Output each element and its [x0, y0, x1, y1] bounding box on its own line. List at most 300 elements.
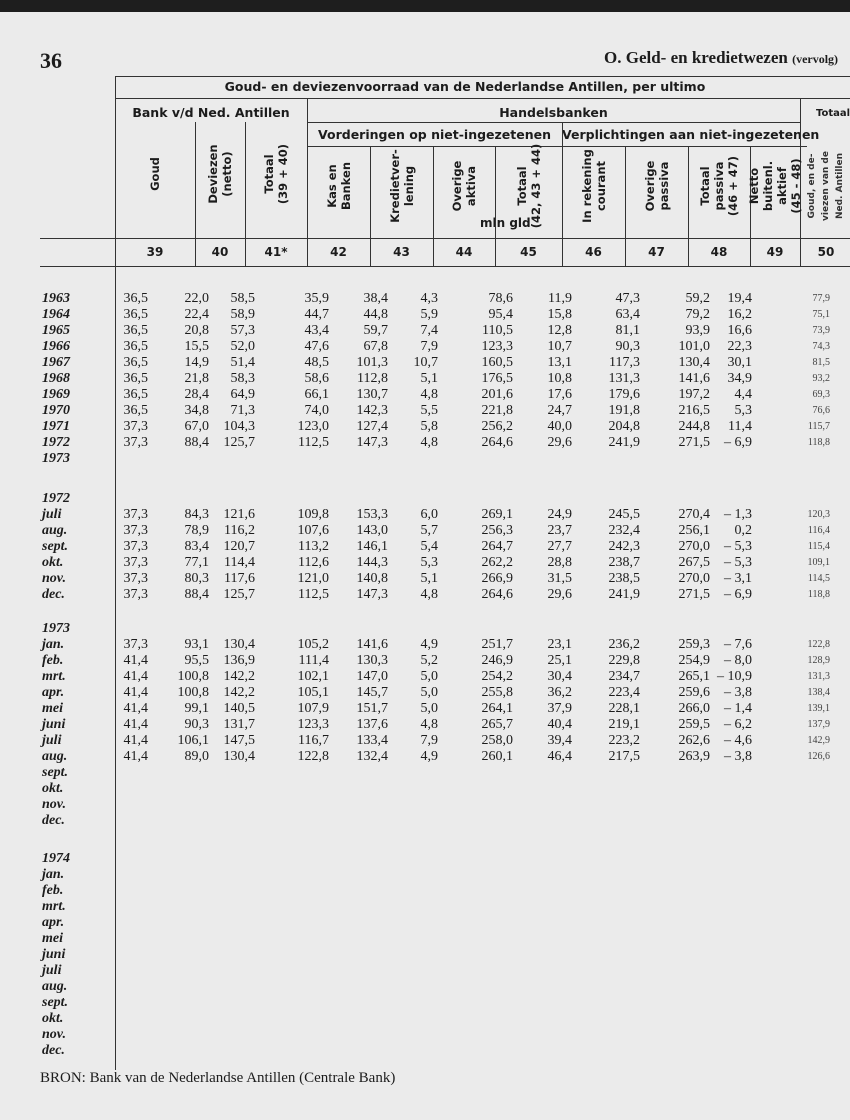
- cell-46: 11,9: [548, 291, 572, 306]
- cell-42: 105,1: [297, 685, 329, 700]
- cell-45: 258,0: [481, 733, 513, 748]
- row-label: 1964: [42, 307, 70, 322]
- column-header-47: [643, 140, 671, 232]
- cell-49: – 3,8: [724, 749, 752, 764]
- cell-40: 20,8: [184, 323, 209, 338]
- colnum-top-rule: [40, 238, 850, 239]
- cell-42: 113,2: [298, 539, 329, 554]
- cell-47: 217,5: [608, 749, 640, 764]
- table-row: [40, 979, 850, 995]
- table-row: [40, 749, 850, 765]
- cell-39: 37,3: [123, 523, 148, 538]
- table-row: [40, 323, 850, 339]
- cell-40: 89,0: [184, 749, 209, 764]
- table-row: [40, 507, 850, 523]
- cell-45: 254,2: [481, 669, 513, 684]
- cell-50: 118,8: [807, 589, 830, 600]
- cell-49: 16,6: [727, 323, 752, 338]
- cell-46: 40,4: [547, 717, 572, 732]
- cell-46: 37,9: [547, 701, 572, 716]
- cell-42: 112,6: [298, 555, 329, 570]
- table-row: [40, 669, 850, 685]
- cell-47: 179,6: [608, 387, 640, 402]
- column-header-46: [580, 140, 608, 232]
- cell-49: 16,2: [727, 307, 752, 322]
- cell-40: 15,5: [184, 339, 209, 354]
- cell-43: 147,0: [356, 669, 388, 684]
- group-handel-header: Handelsbanken: [499, 105, 608, 120]
- row-label: aug.: [42, 749, 68, 764]
- column-number: 39: [146, 245, 164, 259]
- cell-40: 77,1: [184, 555, 209, 570]
- cell-50: 142,9: [807, 735, 830, 746]
- cell-42: 121,0: [297, 571, 329, 586]
- table-row: [40, 685, 850, 701]
- cell-47: 117,3: [609, 355, 640, 370]
- cell-45: 264,6: [481, 587, 513, 602]
- cell-48: 266,0: [678, 701, 710, 716]
- cell-40: 34,8: [184, 403, 209, 418]
- cell-48: 259,6: [678, 685, 710, 700]
- cell-43: 112,8: [357, 371, 388, 386]
- cell-39: 41,4: [123, 653, 148, 668]
- cell-40: 67,0: [184, 419, 209, 434]
- cell-43: 146,1: [356, 539, 388, 554]
- cell-42: 111,4: [298, 653, 329, 668]
- cell-46: 36,2: [547, 685, 572, 700]
- cell-46: 29,6: [547, 587, 572, 602]
- cell-47: 90,3: [615, 339, 640, 354]
- cell-49: – 7,6: [724, 637, 752, 652]
- cell-47: 238,5: [608, 571, 640, 586]
- cell-48: 93,9: [685, 323, 710, 338]
- cell-43: 127,4: [356, 419, 388, 434]
- cell-44: 5,1: [420, 571, 438, 586]
- cell-43: 141,6: [356, 637, 388, 652]
- table-row: [40, 419, 850, 435]
- cell-49: 0,2: [734, 523, 752, 538]
- column-number: 42: [330, 245, 347, 259]
- cell-40: 88,4: [184, 435, 209, 450]
- cell-48: 270,0: [678, 571, 710, 586]
- page-number: 36: [40, 48, 62, 73]
- cell-41: 57,3: [230, 323, 255, 338]
- column-header-line: Totaal: [262, 154, 276, 194]
- column-header-line: In rekening: [579, 149, 594, 223]
- column-header-43: [388, 140, 416, 232]
- cell-42: 48,5: [304, 355, 329, 370]
- cell-41: 64,9: [230, 387, 255, 402]
- cell-42: 107,6: [297, 523, 329, 538]
- section-year-label: 1972: [42, 491, 70, 506]
- cell-46: 30,4: [547, 669, 572, 684]
- cell-40: 99,1: [184, 701, 209, 716]
- column-header-line: Goud, en de-: [807, 153, 817, 219]
- cell-41: 125,7: [223, 435, 255, 450]
- row-label: juni: [42, 717, 66, 732]
- column-number: 43: [393, 245, 410, 259]
- column-number: 50: [817, 245, 835, 259]
- cell-50: 120,3: [807, 509, 830, 520]
- cell-39: 37,3: [123, 587, 148, 602]
- cell-44: 5,3: [420, 555, 438, 570]
- cell-50: 75,1: [812, 309, 830, 320]
- cell-43: 59,7: [363, 323, 388, 338]
- cell-48: 254,9: [678, 653, 710, 668]
- cell-50: 114,5: [807, 573, 830, 584]
- cell-45: 264,1: [481, 701, 513, 716]
- cell-43: 142,3: [356, 403, 388, 418]
- column-number: 40: [211, 245, 229, 259]
- cell-43: 133,4: [356, 733, 388, 748]
- cell-39: 37,3: [123, 435, 148, 450]
- row-label: mrt.: [42, 669, 66, 684]
- cell-43: 143,0: [356, 523, 388, 538]
- cell-49: 5,3: [734, 403, 752, 418]
- column-header-line: courant: [593, 160, 608, 212]
- table-row: [40, 931, 850, 947]
- cell-40: 21,8: [184, 371, 209, 386]
- cell-45: 221,8: [481, 403, 513, 418]
- cell-46: 13,1: [547, 355, 572, 370]
- cell-49: – 1,4: [724, 701, 752, 716]
- cell-49: 22,3: [727, 339, 752, 354]
- column-header-line: aktief: [775, 167, 789, 205]
- cell-50: 131,3: [807, 671, 830, 682]
- column-header-line: (46 + 47): [726, 155, 740, 217]
- cell-48: 130,4: [678, 355, 710, 370]
- column-header-line: buitenl.: [761, 160, 775, 212]
- unit-label: mln gld: [480, 216, 531, 230]
- cell-39: 36,5: [123, 403, 148, 418]
- cell-39: 41,4: [123, 701, 148, 716]
- row-label: aug.: [42, 523, 68, 538]
- cell-41: 58,9: [230, 307, 255, 322]
- row-label: 1967: [42, 355, 70, 370]
- cell-42: 123,0: [297, 419, 329, 434]
- cell-45: 255,8: [481, 685, 513, 700]
- colnum-bottom-rule: [40, 266, 850, 267]
- cell-45: 176,5: [481, 371, 513, 386]
- cell-40: 93,1: [184, 637, 209, 652]
- cell-47: 234,7: [608, 669, 640, 684]
- cell-44: 4,8: [420, 587, 438, 602]
- cell-41: 104,3: [223, 419, 255, 434]
- cell-44: 7,4: [420, 323, 438, 338]
- cell-39: 36,5: [123, 307, 148, 322]
- row-label: 1969: [42, 387, 70, 402]
- table-row: [40, 403, 850, 419]
- cell-43: 130,7: [356, 387, 388, 402]
- column-header-line: passiva: [656, 161, 671, 211]
- group-rule: [307, 122, 800, 123]
- table-row: [40, 435, 850, 451]
- cell-45: 110,5: [482, 323, 513, 338]
- row-label: dec.: [42, 1043, 65, 1058]
- cell-42: 112,5: [298, 435, 329, 450]
- cell-48: 259,3: [678, 637, 710, 652]
- cell-48: 263,9: [678, 749, 710, 764]
- cell-47: 236,2: [608, 637, 640, 652]
- row-label: nov.: [42, 797, 66, 812]
- row-label: sept.: [42, 539, 69, 554]
- cell-46: 25,1: [547, 653, 572, 668]
- cell-50: 74,3: [812, 341, 830, 352]
- cell-49: – 4,6: [724, 733, 752, 748]
- cell-40: 22,4: [184, 307, 209, 322]
- chapter-title: [604, 48, 850, 68]
- column-header-line: Totaal: [698, 166, 712, 206]
- section-year-label: 1973: [42, 621, 70, 636]
- cell-45: 264,7: [481, 539, 513, 554]
- cell-44: 4,3: [420, 291, 438, 306]
- cell-45: 262,2: [481, 555, 513, 570]
- cell-46: 28,8: [547, 555, 572, 570]
- column-header-line: (netto): [220, 151, 234, 197]
- cell-44: 5,1: [420, 371, 438, 386]
- cell-49: – 3,8: [724, 685, 752, 700]
- table-row: [40, 765, 850, 781]
- cell-39: 41,4: [123, 717, 148, 732]
- column-header-line: (42, 43 + 44): [528, 143, 543, 229]
- column-number: 44: [455, 245, 473, 259]
- cell-46: 10,8: [547, 371, 572, 386]
- cell-40: 88,4: [184, 587, 209, 602]
- cell-41: 140,5: [223, 701, 255, 716]
- cell-44: 4,8: [420, 435, 438, 450]
- column-number: 47: [648, 245, 665, 259]
- cell-50: 77,9: [812, 293, 830, 304]
- row-label: nov.: [42, 571, 66, 586]
- cell-47: 47,3: [615, 291, 640, 306]
- cell-49: 11,4: [728, 419, 752, 434]
- table-row: [40, 781, 850, 797]
- cell-40: 83,4: [184, 539, 209, 554]
- cell-47: 131,3: [608, 371, 640, 386]
- cell-46: 29,6: [547, 435, 572, 450]
- table-row: [40, 571, 850, 587]
- column-header-line: passiva: [712, 161, 726, 211]
- table-title: Goud- en deviezenvoorraad van de Nederlandse Antillen, per ultimo: [224, 79, 706, 94]
- column-number: 49: [766, 245, 784, 259]
- cell-42: 66,1: [304, 387, 329, 402]
- cell-47: 229,8: [608, 653, 640, 668]
- row-label: dec.: [42, 587, 65, 602]
- cell-39: 41,4: [123, 685, 148, 700]
- row-label: okt.: [42, 1011, 64, 1026]
- cell-50: 138,4: [807, 687, 830, 698]
- cell-45: 260,1: [481, 749, 513, 764]
- row-label: mrt.: [42, 899, 66, 914]
- cell-43: 145,7: [356, 685, 388, 700]
- column-header-50: [805, 140, 847, 232]
- row-label: juli: [42, 507, 62, 522]
- row-label: mei: [42, 701, 63, 716]
- column-rule: [115, 76, 116, 1070]
- row-label: sept.: [42, 995, 69, 1010]
- column-header-42: [325, 140, 353, 232]
- cell-39: 37,3: [123, 555, 148, 570]
- cell-48: 270,0: [678, 539, 710, 554]
- cell-50: 76,6: [812, 405, 830, 416]
- cell-46: 27,7: [547, 539, 572, 554]
- cell-46: 24,9: [547, 507, 572, 522]
- cell-50: 126,6: [807, 751, 830, 762]
- cell-44: 5,8: [420, 419, 438, 434]
- table-row: [40, 587, 850, 603]
- cell-46: 40,0: [547, 419, 572, 434]
- cell-48: 265,1: [678, 669, 710, 684]
- cell-50: 93,2: [812, 373, 830, 384]
- cell-39: 37,3: [123, 419, 148, 434]
- cell-44: 5,0: [420, 701, 438, 716]
- table-row: [40, 883, 850, 899]
- section-year-label: 1974: [42, 851, 70, 866]
- cell-40: 14,9: [184, 355, 209, 370]
- cell-42: 102,1: [297, 669, 329, 684]
- cell-41: 125,7: [223, 587, 255, 602]
- cell-43: 38,4: [363, 291, 388, 306]
- cell-43: 147,3: [356, 435, 388, 450]
- cell-41: 58,3: [230, 371, 255, 386]
- cell-49: 4,4: [734, 387, 752, 402]
- cell-47: 245,5: [608, 507, 640, 522]
- sub-verplichtingen-header: Verplichtingen aan niet-ingezetenen: [562, 127, 820, 142]
- table-row: [40, 653, 850, 669]
- cell-40: 100,8: [177, 685, 209, 700]
- cell-39: 36,5: [123, 339, 148, 354]
- row-label: feb.: [42, 653, 64, 668]
- table-row: [40, 701, 850, 717]
- cell-40: 106,1: [177, 733, 209, 748]
- row-label: mei: [42, 931, 63, 946]
- cell-41: 136,9: [223, 653, 255, 668]
- row-label: juli: [42, 733, 62, 748]
- cell-41: 121,6: [223, 507, 255, 522]
- cell-41: 120,7: [223, 539, 255, 554]
- cell-48: 270,4: [678, 507, 710, 522]
- column-number: 46: [585, 245, 602, 259]
- cell-50: 116,4: [807, 525, 830, 536]
- column-header-line: Kredietver-: [387, 149, 402, 223]
- row-label: apr.: [42, 915, 65, 930]
- cell-48: 267,5: [678, 555, 710, 570]
- table-row: [40, 797, 850, 813]
- column-header-48: [698, 140, 740, 232]
- cell-42: 116,7: [298, 733, 329, 748]
- table-row: [40, 717, 850, 733]
- cell-40: 84,3: [184, 507, 209, 522]
- cell-39: 37,3: [123, 637, 148, 652]
- cell-43: 132,4: [356, 749, 388, 764]
- cell-39: 36,5: [123, 355, 148, 370]
- table-row: [40, 1043, 850, 1059]
- cell-49: – 5,3: [724, 539, 752, 554]
- cell-47: 81,1: [615, 323, 640, 338]
- row-label: apr.: [42, 685, 65, 700]
- row-label: jan.: [42, 867, 65, 882]
- cell-44: 5,5: [420, 403, 438, 418]
- cell-45: 265,7: [481, 717, 513, 732]
- cell-40: 100,8: [177, 669, 209, 684]
- cell-45: 246,9: [481, 653, 513, 668]
- cell-48: 197,2: [678, 387, 710, 402]
- cell-50: 137,9: [807, 719, 830, 730]
- table-row: [40, 539, 850, 555]
- row-label: dec.: [42, 813, 65, 828]
- column-header-line: aktiva: [464, 165, 478, 207]
- column-header-line: (45 - 48): [789, 158, 803, 214]
- column-header-39: [148, 128, 162, 220]
- cell-41: 142,2: [223, 685, 255, 700]
- cell-49: – 8,0: [724, 653, 752, 668]
- cell-44: 5,4: [420, 539, 438, 554]
- cell-42: 43,4: [304, 323, 329, 338]
- cell-43: 67,8: [363, 339, 388, 354]
- table-top-rule: [115, 76, 850, 77]
- cell-39: 41,4: [123, 749, 148, 764]
- row-label: sept.: [42, 765, 69, 780]
- cell-50: 122,8: [807, 639, 830, 650]
- column-number: 45: [520, 245, 537, 259]
- cell-45: 78,6: [488, 291, 513, 306]
- column-header-line: Netto: [747, 167, 761, 205]
- cell-45: 256,2: [481, 419, 513, 434]
- column-header-line: Deviezen: [206, 144, 220, 204]
- cell-42: 47,6: [304, 339, 329, 354]
- cell-41: 71,3: [230, 403, 255, 418]
- cell-41: 130,4: [223, 749, 255, 764]
- cell-45: 256,3: [481, 523, 513, 538]
- table-row: [40, 387, 850, 403]
- cell-45: 123,3: [481, 339, 513, 354]
- cell-41: 52,0: [230, 339, 255, 354]
- column-header-line: Overige: [642, 160, 657, 212]
- cell-44: 4,9: [420, 749, 438, 764]
- column-header-41: [262, 128, 290, 220]
- row-label: 1965: [42, 323, 70, 338]
- table-row: [40, 813, 850, 829]
- cell-48: 244,8: [678, 419, 710, 434]
- cell-46: 39,4: [547, 733, 572, 748]
- cell-48: 271,5: [678, 587, 710, 602]
- cell-46: 46,4: [547, 749, 572, 764]
- row-label: 1971: [42, 419, 70, 434]
- cell-45: 95,4: [488, 307, 513, 322]
- group-bank-header: Bank v/d Ned. Antillen: [132, 105, 290, 120]
- table-row: [40, 963, 850, 979]
- chapter-title-text: O. Geld- en kredietwezen: [604, 48, 788, 67]
- cell-46: 15,8: [547, 307, 572, 322]
- cell-47: 63,4: [615, 307, 640, 322]
- row-label: 1966: [42, 339, 70, 354]
- cell-42: 122,8: [297, 749, 329, 764]
- cell-42: 112,5: [298, 587, 329, 602]
- cell-39: 36,5: [123, 387, 148, 402]
- row-label: 1972: [42, 435, 70, 450]
- cell-46: 10,7: [547, 339, 572, 354]
- cell-39: 37,3: [123, 571, 148, 586]
- table-row: [40, 371, 850, 387]
- cell-48: 59,2: [685, 291, 710, 306]
- column-header-line: Totaal: [514, 166, 529, 206]
- cell-42: 44,7: [304, 307, 329, 322]
- cell-40: 22,0: [184, 291, 209, 306]
- column-header-line: lening: [401, 165, 416, 207]
- row-label: feb.: [42, 883, 64, 898]
- chapter-title-cont: (vervolg): [792, 52, 839, 66]
- row-label: 1963: [42, 291, 70, 306]
